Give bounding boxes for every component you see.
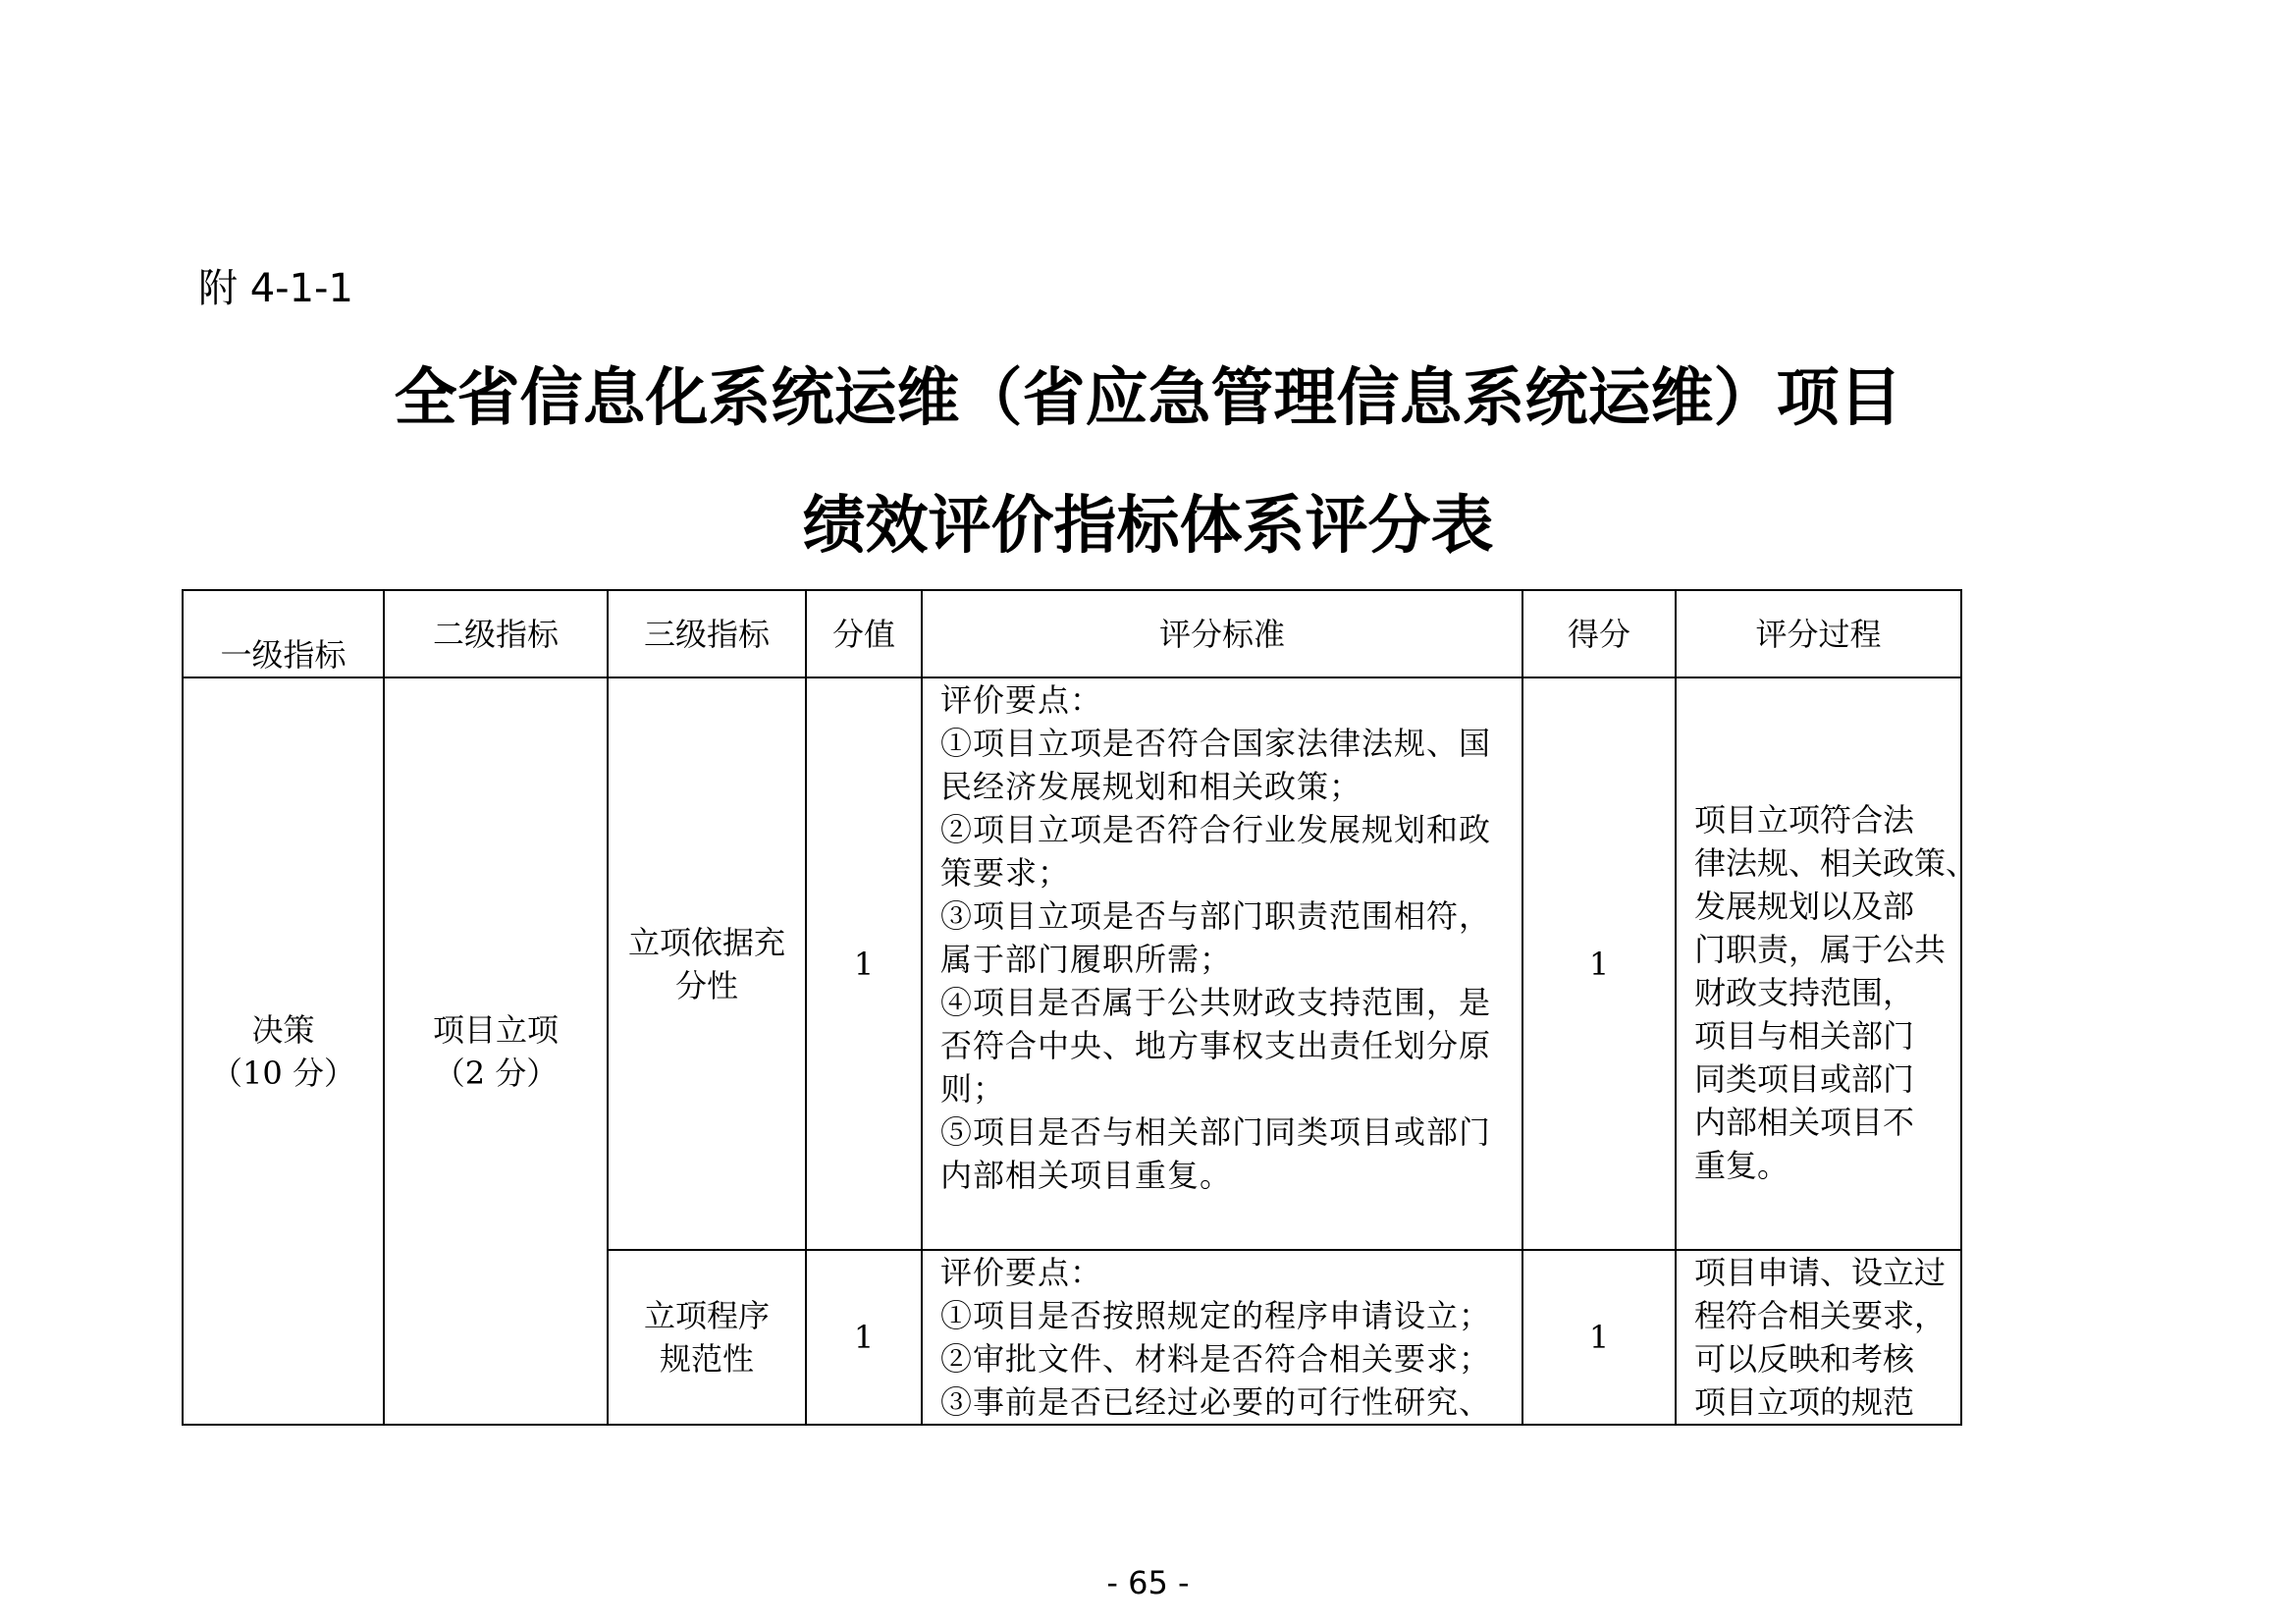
process-line: 内部相关项目不 [1694, 1103, 1915, 1141]
criteria-line: 评价要点： [940, 681, 1103, 719]
table-row [183, 677, 1961, 1250]
level2-cell [384, 677, 608, 1425]
process-line: 可以反映和考核 [1694, 1340, 1915, 1378]
process-line: 发展规划以及部 [1694, 887, 1915, 925]
level3-cell [608, 1250, 806, 1425]
process-line: 程符合相关要求， [1694, 1297, 1947, 1334]
document-title-line2: 绩效评价指标体系评分表 [802, 489, 1494, 563]
header-level2: 二级指标 [384, 590, 608, 677]
process-line: 财政支持范围， [1694, 973, 1915, 1011]
header-level3: 三级指标 [608, 590, 806, 677]
criteria-line: ①项目立项是否符合国家法律法规、国 [940, 725, 1492, 762]
process-cell [1676, 677, 1978, 1250]
criteria-line: 否符合中央、地方事权支出责任划分原 [940, 1027, 1492, 1064]
criteria-line: 评价要点： [940, 1254, 1103, 1291]
level3-line: 立项程序 [643, 1297, 770, 1334]
score-cell: 1 [1522, 1250, 1676, 1425]
header-points: 分值 [806, 590, 922, 677]
points-cell: 1 [806, 677, 922, 1250]
document-title-line1: 全省信息化系统运维（省应急管理信息系统运维）项目 [394, 361, 1902, 435]
process-line: 项目申请、设立过 [1694, 1254, 1947, 1291]
criteria-line: ①项目是否按照规定的程序申请设立； [940, 1297, 1492, 1334]
criteria-line: 民经济发展规划和相关政策； [940, 768, 1362, 805]
level3-cell [608, 677, 806, 1250]
criteria-line: ②审批文件、材料是否符合相关要求； [940, 1340, 1492, 1378]
criteria-line: 则； [940, 1070, 1006, 1108]
level3-line: 立项依据充 [627, 923, 785, 961]
criteria-line: 内部相关项目重复。 [940, 1157, 1233, 1194]
header-level1: 一级指标 [183, 590, 384, 677]
process-line: 重复。 [1694, 1146, 1789, 1184]
header-process: 评分过程 [1676, 590, 1961, 677]
criteria-cell [922, 1250, 1522, 1425]
level2-points: （2 分） [433, 1054, 559, 1092]
points-cell: 1 [806, 1250, 922, 1425]
criteria-line: 属于部门履职所需； [940, 941, 1233, 978]
criteria-line: ③事前是否已经过必要的可行性研究、 [940, 1383, 1492, 1421]
process-line: 同类项目或部门 [1694, 1059, 1915, 1098]
page-number: - 65 - [1106, 1564, 1190, 1601]
process-cell [1676, 1250, 1961, 1425]
level3-line: 规范性 [659, 1340, 754, 1378]
header-score: 得分 [1522, 590, 1676, 677]
level3-line: 分性 [674, 966, 738, 1004]
process-line: 律法规、相关政策、 [1694, 843, 1978, 882]
criteria-line: 策要求； [940, 854, 1071, 892]
level1-cell [183, 677, 384, 1425]
header-criteria: 评分标准 [922, 590, 1522, 677]
process-line: 项目立项符合法 [1694, 800, 1915, 839]
process-line: 门职责，属于公共 [1694, 930, 1947, 968]
score-cell: 1 [1522, 677, 1676, 1250]
level1-points: （10 分） [211, 1054, 355, 1092]
process-line: 项目与相关部门 [1694, 1016, 1915, 1055]
attachment-label: 附 4-1-1 [198, 266, 353, 311]
level2-name: 项目立项 [432, 1010, 559, 1049]
process-line: 项目立项的规范 [1694, 1383, 1915, 1421]
level1-name: 决策 [251, 1010, 315, 1049]
table-header-row [183, 590, 1961, 677]
criteria-cell [922, 677, 1522, 1250]
criteria-line: ③项目立项是否与部门职责范围相符， [940, 897, 1492, 935]
criteria-line: ②项目立项是否符合行业发展规划和政 [940, 811, 1492, 848]
criteria-line: ⑤项目是否与相关部门同类项目或部门 [940, 1113, 1492, 1151]
evaluation-score-table [182, 589, 1978, 1426]
criteria-line: ④项目是否属于公共财政支持范围，是 [940, 984, 1492, 1021]
